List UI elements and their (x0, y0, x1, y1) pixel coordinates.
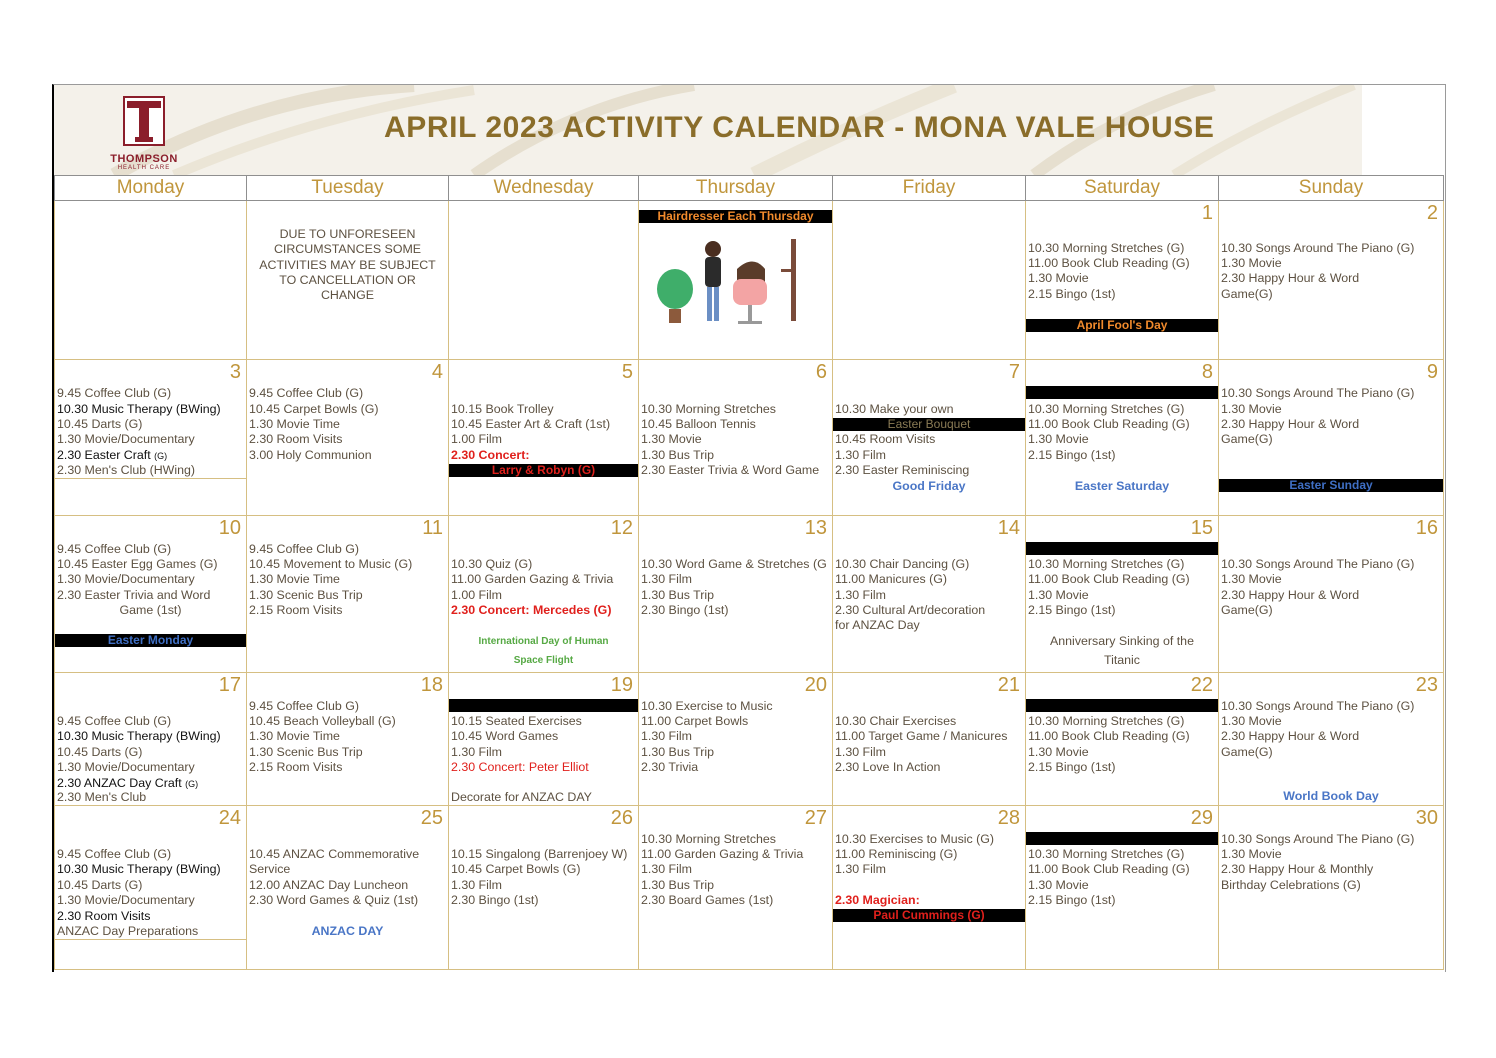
event: 11.00 Garden Gazing & Trivia (451, 572, 614, 586)
black-banner (1026, 542, 1218, 555)
event: 1.30 Movie (1028, 745, 1089, 759)
black-banner (1026, 699, 1218, 712)
day-cell-7 (833, 360, 1026, 516)
day-number: 9 (1426, 361, 1438, 383)
event: 10.30 Music Therapy (BWing) (57, 862, 221, 876)
day-number: 12 (610, 517, 633, 539)
event: 11.00 Book Club Reading (G) (1028, 417, 1190, 431)
event: 9.45 Coffee Club (G) (57, 386, 172, 400)
day-number: 2 (1426, 202, 1438, 224)
observance-label: World Book Day (1283, 789, 1379, 803)
day-number: 4 (431, 361, 443, 383)
day-cell-hairdresser (639, 201, 833, 360)
logo-brand-name: THOMPSON (110, 153, 178, 165)
event: 10.30 Morning Stretches (641, 832, 776, 846)
day-cell-4 (247, 360, 449, 516)
day-number: 10 (218, 517, 241, 539)
holiday-banner: Easter Sunday (1219, 479, 1443, 492)
event: 10.15 Seated Exercises (451, 714, 582, 728)
event: 10.30 Exercise to Music (641, 699, 773, 713)
event-magician: 2.30 Magician: (835, 893, 920, 907)
event: Game(G) (1221, 603, 1273, 617)
event: 10.45 Darts (G) (57, 745, 143, 759)
event: 9.45 Coffee Club (G) (57, 714, 172, 728)
event: 2.30 Men's Club (57, 790, 147, 804)
day-cell-1 (1026, 201, 1219, 360)
event: 1.30 Film (641, 862, 692, 876)
event: ANZAC Day Preparations (57, 924, 199, 938)
event: 1.30 Film (641, 729, 692, 743)
day-number: 7 (1008, 361, 1020, 383)
event: 10.45 Darts (G) (57, 417, 143, 431)
special-day-banner: April Fool's Day (1026, 319, 1218, 332)
event: 1.30 Movie Time (249, 572, 340, 586)
event: 10.30 Music Therapy (BWing) (57, 729, 221, 743)
event: 1.30 Movie/Documentary (57, 432, 195, 446)
event: 10.30 Exercises to Music (G) (835, 832, 995, 846)
event: 10.30 Morning Stretches (641, 402, 776, 416)
event: 11.00 Book Club Reading (G) (1028, 862, 1190, 876)
event: 2.30 Love In Action (835, 760, 941, 774)
event: 2.30 Bingo (1st) (451, 893, 539, 907)
day-cell-23 (1219, 673, 1444, 806)
holiday-label: Easter Saturday (1074, 479, 1170, 493)
day-number: 18 (420, 674, 443, 696)
event: 1.30 Bus Trip (641, 448, 715, 462)
event: Game(G) (1221, 432, 1273, 446)
event: 10.45 ANZAC Commemorative (249, 847, 420, 861)
event: Birthday Celebrations (G) (1221, 878, 1361, 892)
day-cell-19 (449, 673, 639, 806)
event: 10.45 Movement to Music (G) (249, 557, 413, 571)
event: 10.45 Easter Egg Games (G) (57, 557, 218, 571)
day-number: 5 (621, 361, 633, 383)
event: 10.30 Morning Stretches (G) (1028, 714, 1185, 728)
event: 9.45 Coffee Club (G) (57, 847, 172, 861)
event: 10.30 Songs Around The Piano (G) (1221, 832, 1415, 846)
day-cell-29 (1026, 806, 1219, 970)
day-cell-5 (449, 360, 639, 516)
day-number: 19 (610, 674, 633, 696)
event: 10.30 Quiz (G) (451, 557, 533, 571)
event: 1.30 Movie/Documentary (57, 572, 195, 586)
event: 11.00 Reminiscing (G) (835, 847, 958, 861)
day-number: 23 (1415, 674, 1438, 696)
event: 1.30 Movie (1028, 432, 1089, 446)
black-banner (449, 699, 638, 712)
day-cell-28 (833, 806, 1026, 970)
event: 2.30 Easter Craft (G) (57, 448, 168, 462)
day-cell-14 (833, 516, 1026, 673)
day-number: 30 (1415, 807, 1438, 829)
day-cell-11 (247, 516, 449, 673)
event: 10.30 Morning Stretches (G) (1028, 241, 1185, 255)
day-number: 22 (1190, 674, 1213, 696)
event: 1.30 Movie/Documentary (57, 760, 195, 774)
holiday-label: ANZAC DAY (311, 924, 384, 938)
event: 2.15 Room Visits (249, 603, 343, 617)
event: 10.45 Carpet Bowls (G) (249, 402, 379, 416)
event: Game(G) (1221, 287, 1273, 301)
day-number: 14 (997, 517, 1020, 539)
day-cell-9 (1219, 360, 1444, 516)
magician-performer-banner: Paul Cummings (G) (833, 909, 1025, 922)
thompson-logo (102, 95, 186, 171)
day-cell-6 (639, 360, 833, 516)
day-number: 15 (1190, 517, 1213, 539)
event-concert: 2.30 Concert: Peter Elliot (451, 760, 589, 774)
event: 10.30 Word Game & Stretches (G (641, 557, 827, 571)
day-cell-24 (55, 806, 247, 970)
day-cell-8 (1026, 360, 1219, 516)
event: 1.30 Film (641, 572, 692, 586)
event-concert: 2.30 Concert: Mercedes (G) (451, 603, 612, 617)
event: 1.30 Bus Trip (641, 588, 715, 602)
event: 1.00 Film (451, 432, 502, 446)
day-cell-12 (449, 516, 639, 673)
day-number: 3 (229, 361, 241, 383)
event: 10.45 Word Games (451, 729, 559, 743)
day-header-saturday: Saturday (1026, 176, 1219, 201)
event: 2.30 Trivia (641, 760, 699, 774)
day-cell-2 (1219, 201, 1444, 360)
event: 1.30 Film (451, 745, 502, 759)
cancellation-notice: DUE TO UNFORESEEN CIRCUMSTANCES SOME ACTIVITIES MAY BE SUBJECT TO CANCELLATION OR CHANGE (259, 227, 436, 303)
event: 1.30 Film (835, 448, 886, 462)
day-number: 8 (1201, 361, 1213, 383)
day-header-thursday: Thursday (639, 176, 833, 201)
event: 1.30 Movie Time (249, 729, 340, 743)
event: 1.30 Scenic Bus Trip (249, 745, 363, 759)
event: 10.30 Morning Stretches (G) (1028, 402, 1185, 416)
event: 1.30 Film (835, 862, 886, 876)
event: Game (1st) (119, 603, 182, 617)
event: 10.30 Songs Around The Piano (G) (1221, 699, 1415, 713)
event: 1.30 Movie Time (249, 417, 340, 431)
day-header-tuesday: Tuesday (247, 176, 449, 201)
event: 1.30 Scenic Bus Trip (249, 588, 363, 602)
day-cell-25 (247, 806, 449, 970)
hairdresser-illustration (653, 239, 803, 329)
event: Decorate for ANZAC DAY (451, 790, 592, 804)
day-cell-15 (1026, 516, 1219, 673)
day-cell-13 (639, 516, 833, 673)
day-number: 25 (420, 807, 443, 829)
day-cell-16 (1219, 516, 1444, 673)
event: 1.30 Movie (641, 432, 702, 446)
day-cell-27 (639, 806, 833, 970)
event: 10.15 Singalong (Barrenjoey W) (451, 847, 628, 861)
day-number: 24 (218, 807, 241, 829)
day-number: 16 (1415, 517, 1438, 539)
hairdresser-banner: Hairdresser Each Thursday (639, 210, 832, 223)
event: 2.30 Board Games (1st) (641, 893, 774, 907)
day-number: 21 (997, 674, 1020, 696)
event: 2.15 Bingo (1st) (1028, 603, 1116, 617)
event: 10.45 Easter Art & Craft (1st) (451, 417, 611, 431)
event: 11.00 Target Game / Manicures (835, 729, 1008, 743)
event: 2.30 Happy Hour & Word (1221, 588, 1360, 602)
day-number: 20 (804, 674, 827, 696)
day-cell-empty (833, 201, 1026, 360)
event: 10.45 Carpet Bowls (G) (451, 862, 581, 876)
event-concert: 2.30 Concert: (451, 448, 530, 462)
event: 10.30 Morning Stretches (G) (1028, 557, 1185, 571)
event: 2.30 Cultural Art/decoration (835, 603, 986, 617)
event: Game(G) (1221, 745, 1273, 759)
t-crest-icon (116, 95, 172, 147)
day-number: 27 (804, 807, 827, 829)
divider (55, 478, 246, 479)
event: 10.45 Beach Volleyball (G) (249, 714, 396, 728)
day-number: 28 (997, 807, 1020, 829)
day-number: 26 (610, 807, 633, 829)
day-header-wednesday: Wednesday (449, 176, 639, 201)
event: 1.30 Movie (1028, 271, 1089, 285)
calendar-grid (54, 175, 1444, 970)
day-cell-20 (639, 673, 833, 806)
event: 3.00 Holy Communion (249, 448, 372, 462)
concert-performer-banner: Larry & Robyn (G) (449, 464, 638, 477)
event: 9.45 Coffee Club (G) (57, 542, 172, 556)
black-banner (1026, 832, 1218, 845)
day-number: 13 (804, 517, 827, 539)
event: 2.15 Bingo (1st) (1028, 287, 1116, 301)
event: 10.15 Book Trolley (451, 402, 554, 416)
event: 10.30 Songs Around The Piano (G) (1221, 557, 1415, 571)
event: 2.30 Happy Hour & Word (1221, 729, 1360, 743)
event: 10.45 Room Visits (835, 432, 936, 446)
observance-label: Titanic (1103, 653, 1141, 667)
day-cell-3 (55, 360, 247, 516)
event: 2.15 Bingo (1st) (1028, 448, 1116, 462)
event: 10.30 Chair Exercises (835, 714, 957, 728)
holiday-label: Good Friday (892, 479, 966, 493)
event: 10.30 Morning Stretches (G) (1028, 847, 1185, 861)
observance-label: Space Flight (513, 655, 574, 666)
event: 2.15 Room Visits (249, 760, 343, 774)
holiday-banner: Easter Monday (55, 634, 246, 647)
event: 1.30 Film (835, 745, 886, 759)
day-cell-18 (247, 673, 449, 806)
event: 1.30 Bus Trip (641, 745, 715, 759)
event: 2.30 Easter Reminiscing (835, 463, 970, 477)
day-cell-empty (55, 201, 247, 360)
day-number: 17 (218, 674, 241, 696)
event: 1.30 Movie (1221, 847, 1282, 861)
logo-tagline: HEALTH CARE (117, 165, 171, 171)
day-number: 1 (1201, 202, 1213, 224)
calendar-header (54, 85, 1443, 175)
divider (55, 939, 246, 940)
event: 1.30 Bus Trip (641, 878, 715, 892)
event: 2.30 Happy Hour & Word (1221, 271, 1360, 285)
event: 10.30 Music Therapy (BWing) (57, 402, 221, 416)
event: 1.30 Film (451, 878, 502, 892)
event: 10.45 Darts (G) (57, 878, 143, 892)
event: 1.30 Movie (1028, 878, 1089, 892)
day-cell-22 (1026, 673, 1219, 806)
event: 2.30 Word Games & Quiz (1st) (249, 893, 419, 907)
event: 2.15 Bingo (1st) (1028, 893, 1116, 907)
event: 9.45 Coffee Club (G) (249, 386, 364, 400)
event: 2.30 Easter Trivia and Word (57, 588, 211, 602)
event: 10.30 Make your own (835, 402, 954, 416)
day-cell-17 (55, 673, 247, 806)
day-header-friday: Friday (833, 176, 1026, 201)
page-title: APRIL 2023 ACTIVITY CALENDAR - MONA VALE HOUSE (384, 111, 1215, 144)
black-banner (1026, 386, 1218, 399)
event: 10.45 Balloon Tennis (641, 417, 756, 431)
event: 1.30 Movie (1221, 572, 1282, 586)
day-cell-26 (449, 806, 639, 970)
event: 1.30 Movie/Documentary (57, 893, 195, 907)
event: 9.45 Coffee Club G) (249, 699, 359, 713)
observance-label: International Day of Human (478, 636, 609, 647)
day-cell-30 (1219, 806, 1444, 970)
event: 2.30 Room Visits (57, 909, 151, 923)
event: 2.30 Men's Club (HWing) (57, 463, 196, 477)
day-header-monday: Monday (55, 176, 247, 201)
event: 2.30 Bingo (1st) (641, 603, 729, 617)
event: Service (249, 862, 291, 876)
event: 2.30 Easter Trivia & Word Game (641, 463, 820, 477)
day-cell-empty (449, 201, 639, 360)
event: 1.30 Movie (1028, 588, 1089, 602)
event: 10.30 Songs Around The Piano (G) (1221, 241, 1415, 255)
event: 2.30 Happy Hour & Monthly (1221, 862, 1374, 876)
event: 1.30 Movie (1221, 714, 1282, 728)
day-number: 11 (422, 517, 443, 539)
day-cell-21 (833, 673, 1026, 806)
observance-label: Anniversary Sinking of the (1050, 634, 1194, 648)
event: 10.30 Songs Around The Piano (G) (1221, 386, 1415, 400)
event: for ANZAC Day (835, 618, 920, 632)
event: 1.30 Movie (1221, 256, 1282, 270)
event: 2.30 Happy Hour & Word (1221, 417, 1360, 431)
event: 9.45 Coffee Club G) (249, 542, 359, 556)
day-cell-notice (247, 201, 449, 360)
event: 1.00 Film (451, 588, 502, 602)
event: 2.30 Room Visits (249, 432, 343, 446)
day-number: 29 (1190, 807, 1213, 829)
event: 11.00 Garden Gazing & Trivia (641, 847, 804, 861)
event: 11.00 Manicures (G) (835, 572, 948, 586)
easter-bouquet-banner: Easter Bouquet (833, 418, 1025, 431)
event: 10.30 Chair Dancing (G) (835, 557, 970, 571)
event: 1.30 Movie (1221, 402, 1282, 416)
day-cell-10 (55, 516, 247, 673)
event: 2.15 Bingo (1st) (1028, 760, 1116, 774)
event: 11.00 Carpet Bowls (641, 714, 749, 728)
event: 2.30 ANZAC Day Craft (G) (57, 776, 199, 790)
event: 11.00 Book Club Reading (G) (1028, 256, 1190, 270)
day-header-sunday: Sunday (1219, 176, 1444, 201)
event: 11.00 Book Club Reading (G) (1028, 729, 1190, 743)
event: 12.00 ANZAC Day Luncheon (249, 878, 409, 892)
event: 11.00 Book Club Reading (G) (1028, 572, 1190, 586)
day-number: 6 (815, 361, 827, 383)
event: 1.30 Film (835, 588, 886, 602)
